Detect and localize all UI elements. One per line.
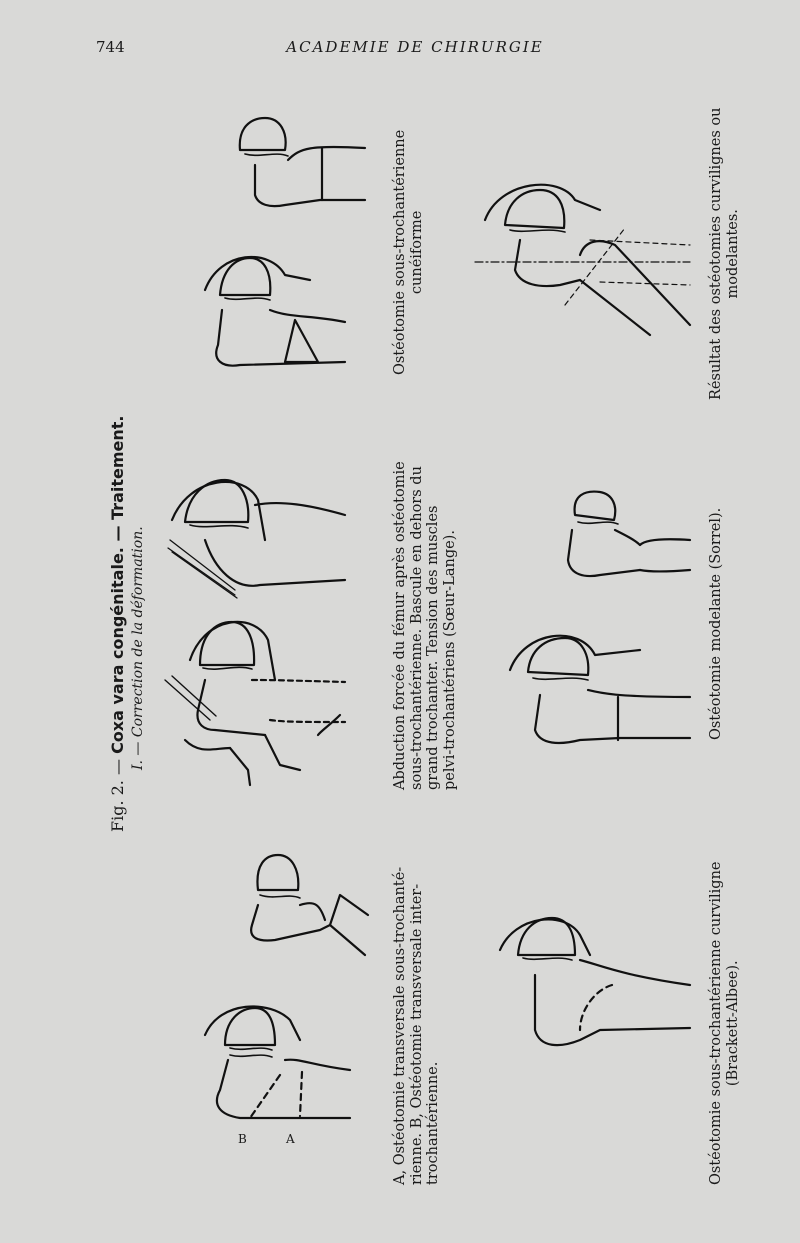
caption-line: pelvi-trochantériens (Sœur-Lange). <box>441 530 458 790</box>
caption-abduction <box>392 461 458 790</box>
letter-a: A <box>286 1132 295 1146</box>
caption-line: Ostéotomie sous-trochantérienne <box>392 129 408 375</box>
diagram-osteotomy-a-b <box>205 1006 350 1118</box>
caption-line: grand trochanter. Tension des muscles <box>425 505 441 790</box>
diagram-curviligne <box>500 918 690 1045</box>
diagram-muscle-tension <box>168 480 345 598</box>
diagram-abduction <box>165 622 345 785</box>
caption-line: cunéiforme <box>408 210 425 295</box>
caption-line: Abduction forcée du fémur après ostéotomie <box>392 461 408 790</box>
caption-line: modelantes. <box>724 209 741 299</box>
diagram-result-large <box>475 185 690 335</box>
caption-line: Ostéotomie modelante (Sorrel). <box>708 507 724 740</box>
caption-line: trochantérienne. <box>425 1061 441 1185</box>
caption-brackett-albee <box>708 861 741 1185</box>
caption-line: sous-trochantérienne. Bascule en dehors du <box>408 466 425 790</box>
caption-line: A, Ostéotomie transversale sous-trochanté- <box>392 866 408 1185</box>
caption-line: rienne. B, Ostéotomie transversale inter- <box>408 883 425 1185</box>
figure-title: Fig. 2. — Coxa vara congénitale. — Traitement. <box>108 415 127 832</box>
caption-resultat <box>708 108 741 400</box>
figure-title-text: Coxa vara congénitale. — Traitement. <box>108 415 127 754</box>
letter-b: B <box>238 1132 247 1146</box>
diagram-cuneiform <box>205 257 345 366</box>
diagram-result-small <box>251 855 368 955</box>
running-title: ACADEMIE DE CHIRURGIE <box>286 38 544 56</box>
caption-line: (Brackett-Albee). <box>724 960 741 1087</box>
caption-line: Résultat des ostéotomies curvilignes ou <box>708 107 724 400</box>
diagram-result-curviligne <box>568 492 690 576</box>
caption-line: Ostéotomie sous-trochantérienne curviligne <box>708 861 724 1185</box>
page-number: 744 <box>96 38 125 56</box>
caption-sorrel <box>708 508 725 740</box>
caption-cuneiforme <box>392 130 425 375</box>
figure-label: Fig. 2. <box>108 780 127 832</box>
figure-subtitle: I. — Correction de la déformation. <box>130 526 146 770</box>
diagram-top-small <box>240 118 365 206</box>
diagram-sorrel <box>510 636 690 743</box>
caption-osteotomie-transversale <box>392 867 442 1185</box>
